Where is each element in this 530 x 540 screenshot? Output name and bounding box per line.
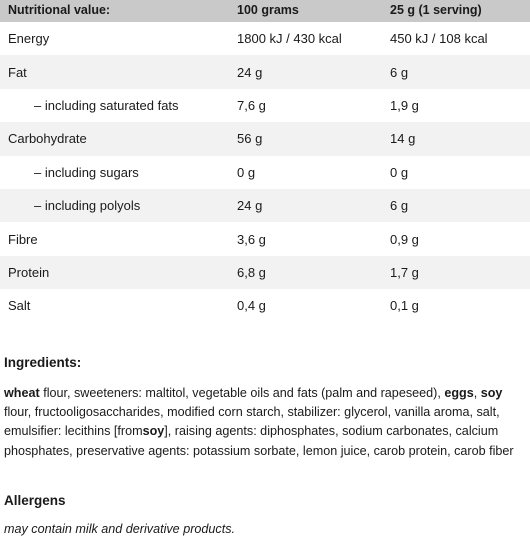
nutrient-value-serving: 450 kJ / 108 kcal <box>390 31 488 47</box>
table-row <box>0 189 530 222</box>
header-per-100g: 100 grams <box>237 3 299 17</box>
nutrient-value-serving: 0 g <box>390 164 409 180</box>
nutrient-value-serving: 6 g <box>390 64 409 80</box>
nutrient-label: Fat <box>8 64 27 80</box>
ingredients-text <box>4 384 524 461</box>
nutrient-value-100g: 0,4 g <box>237 298 266 314</box>
table-row <box>0 122 530 155</box>
nutrient-value-100g: 24 g <box>237 64 263 80</box>
table-row <box>0 289 530 322</box>
nutrient-value-100g: 0 g <box>237 164 256 180</box>
nutrient-value-100g: 56 g <box>237 131 263 147</box>
header-label: Nutritional value: <box>8 3 111 17</box>
nutrient-label: – including polyols <box>34 198 141 214</box>
nutrient-value-serving: 6 g <box>390 198 409 214</box>
nutrient-value-serving: 1,9 g <box>390 97 419 113</box>
allergen-highlight: soy <box>142 424 165 439</box>
nutrient-value-100g: 24 g <box>237 198 263 214</box>
nutrient-value-100g: 3,6 g <box>237 231 266 247</box>
nutrient-value-100g: 7,6 g <box>237 97 266 113</box>
allergen-highlight: eggs <box>444 386 474 400</box>
nutrient-label: Protein <box>8 264 50 280</box>
nutrient-label: Salt <box>8 298 31 314</box>
table-row <box>0 22 530 55</box>
nutrient-label: Fibre <box>8 231 38 247</box>
ingredients-fragment: flour, sweeteners: maltitol, vegetable oils and fats (palm and rapeseed), <box>39 386 445 400</box>
table-row <box>0 89 530 122</box>
nutrient-label: Carbohydrate <box>8 131 87 147</box>
table-row <box>0 256 530 289</box>
ingredients-fragment: ], raising agents: diphosphates, sodium carbonates, calcium phosphates, preservative agents: potassium sorbate, lemon juice, carob protein, carob fiber <box>4 424 514 458</box>
nutrient-label: – including saturated fats <box>34 97 179 113</box>
allergen-highlight: soy <box>480 386 503 400</box>
nutrient-value-serving: 1,7 g <box>390 264 419 280</box>
allergen-highlight: wheat <box>4 386 40 400</box>
allergens-title: Allergens <box>4 493 66 508</box>
header-per-serving: 25 g (1 serving) <box>390 3 482 17</box>
nutrient-label: Energy <box>8 31 50 47</box>
ingredients-title: Ingredients: <box>4 355 82 370</box>
table-row <box>0 156 530 189</box>
allergens-text: may contain milk and derivative products. <box>4 522 235 536</box>
nutrient-value-serving: 14 g <box>390 131 416 147</box>
ingredients-fragment: , <box>473 386 481 400</box>
table-row <box>0 222 530 255</box>
nutrition-header-row <box>0 0 530 22</box>
nutrient-value-100g: 6,8 g <box>237 264 266 280</box>
nutrient-label: – including sugars <box>34 164 139 180</box>
ingredients-fragment: flour, fructooligosaccharides, modified corn starch, stabilizer: glycerol, vanilla aroma, salt, emulsifier: lecithins [from <box>4 405 500 439</box>
nutrient-value-serving: 0,1 g <box>390 298 419 314</box>
nutrient-value-serving: 0,9 g <box>390 231 419 247</box>
table-row <box>0 55 530 88</box>
nutrient-value-100g: 1800 kJ / 430 kcal <box>237 31 342 47</box>
nutrition-rows <box>0 22 530 323</box>
